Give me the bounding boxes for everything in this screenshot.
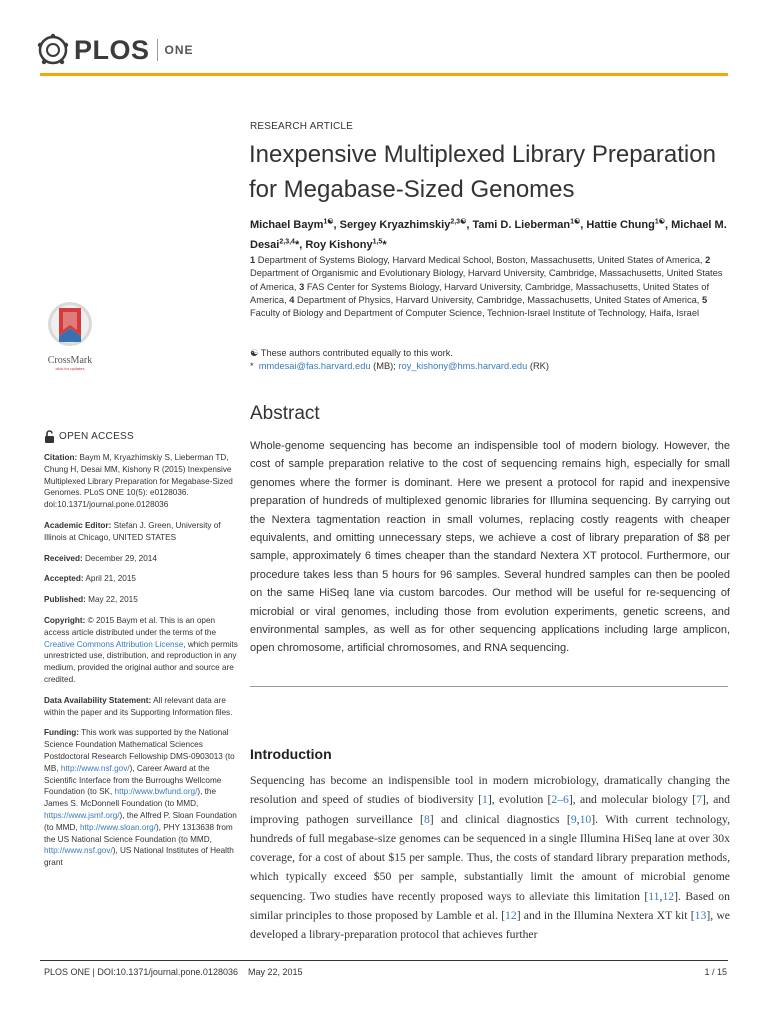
corresponding-emails: * mmdesai@fas.harvard.edu (MB); roy_kishony@hms.harvard.edu (RK)	[250, 361, 549, 371]
reference-link[interactable]: 9	[570, 812, 577, 826]
reference-link[interactable]: 7	[696, 793, 702, 807]
author-notes	[250, 347, 728, 373]
introduction-text: Sequencing has become an indispensible tool in modern microbiology, dramatically changing the resolution and speed of studies of biodiversity [1], evolution [2–6], and molecular biology [7], and improving pathogen surveillance [8] and clinical diagnostics [9,10]. With current technology, hundreds of full megabase-size genomes can be sequenced in a single Illumina HiSeq lane at over 30x coverage, for a cost of about $15 per sample. Thus, the costs of standard library preparation methods, which typically exceed $50 per sample, substantially limit the amount of microbial genome sequencing. Two studies have recently proposed ways to alleviate this limitation [11,12]. Based on similar principles to those proposed by Lamble et al. [12] and in the Illumina Nextera XT kit [13], we developed a library-preparation protocol that achieves further	[250, 774, 730, 942]
funding-link-nsf-2[interactable]: http://www.nsf.gov/	[44, 846, 113, 856]
funding-link-nsf[interactable]: http://www.nsf.gov/	[60, 763, 130, 773]
cc-license-link[interactable]: Creative Commons Attribution License	[44, 639, 184, 649]
introduction-heading: Introduction	[250, 746, 332, 762]
reference-link[interactable]: 11	[648, 889, 660, 903]
reference-link[interactable]: 10	[579, 812, 592, 826]
header-accent-bar	[40, 73, 728, 76]
crossmark-sublabel: click for updates	[55, 366, 85, 371]
abstract-text: Whole-genome sequencing has become an indispensible tool of modern biology. However, the cost of sample preparation relative to the cost of sequencing remains high, especially for small genomes where the former is dominant. Here we present a protocol for rapid and inexpensive preparation of hundreds of multiplexed genomic libraries for Illumina sequencing. By carrying out the Nextera tagmentation reaction in small volumes, replacing costly reagents with cheaper equivalents, and omitting unnecessary steps, we achieve a cost of library preparation of $8 per sample, approximately 6 times cheaper than the standard Nextera XT protocol. Furthermore, our procedure takes less than 5 hours for 96 samples. Several hundred samples can then be pooled on the same HiSeq lane via custom barcodes. Our method will be useful for re-sequencing of microbial or viral genomes, including those from evolution experiments, genetic screens, and environmental samples, as well as for other sequencing applications including large amplicon, open chromosome, artificial chromosomes, and RNA sequencing.	[250, 440, 730, 655]
crossmark-icon	[46, 300, 94, 348]
funding-link-jsmf[interactable]: https://www.jsmf.org/	[44, 810, 120, 820]
article-title	[249, 137, 729, 207]
citation: Citation: Baym M, Kryazhimskiy S, Lieberman TD, Chung H, Desai MM, Kishony R (2015) Inexpensive Multiplexed Library Preparation for Megabase-Sized Genomes. PLoS ONE 10(5): e0128036. doi:10.1371/journal.pone.0128036	[44, 453, 233, 510]
funding-link-bwfund[interactable]: http://www.bwfund.org/	[114, 787, 198, 797]
asterisk-icon: *	[250, 361, 254, 371]
reference-link[interactable]: 12	[662, 889, 675, 903]
published-date: Published: May 22, 2015	[44, 595, 138, 605]
affiliations: 1 Department of Systems Biology, Harvard Medical School, Boston, Massachusetts, United States of America, 2 Department of Organismic and Evolutionary Biology, Harvard University, Cambridge, Massachusetts, United States of America, 3 FAS Center for Systems Biology, Harvard University, Cambridge, Massachusetts, United States of America, 4 Department of Physics, Harvard University, Cambridge, Massachusetts, United States of America, 5 Faculty of Biology and Department of Computer Science, Technion-Israel Institute of Technology, Haifa, Israel	[250, 255, 723, 319]
copyright: Copyright: © 2015 Baym et al. This is an open access article distributed under the terms of the Creative Commons Attribution License, which permits unrestricted use, distribution, and reproduction in any medium, provided the original author and source are credited.	[44, 615, 238, 684]
open-access-label: OPEN ACCESS	[44, 430, 240, 443]
equal-contribution-note: ☯ These authors contributed equally to this work.	[250, 348, 454, 358]
crossmark-label: CrossMark	[47, 355, 93, 366]
article-type: RESEARCH ARTICLE	[250, 121, 354, 132]
author-3[interactable]: Tami D. Lieberman$^{1☯}$,	[472, 218, 587, 231]
brand-name: PLOS	[74, 34, 150, 65]
title-line-1: Inexpensive Multiplexed Library Preparation	[249, 141, 716, 168]
reference-link[interactable]: 2–6	[551, 793, 569, 807]
article-metadata-sidebar	[44, 430, 240, 878]
data-availability: Data Availability Statement: All relevant data are within the paper and its Supporting Information files.	[44, 695, 233, 717]
open-lock-icon	[44, 430, 55, 443]
author-1[interactable]: Michael Baym$^{1☯}$,	[250, 218, 340, 231]
author-5[interactable]: Michael M. Desai$^{2,3,4}$*,	[250, 218, 727, 252]
reference-link[interactable]: 13	[694, 909, 707, 923]
page-number: 1 / 15	[704, 967, 727, 977]
reference-link[interactable]: 1	[482, 793, 488, 807]
abstract-heading: Abstract	[250, 403, 320, 424]
logo-divider	[157, 39, 158, 61]
author-4[interactable]: Hattie Chung$^{1☯}$,	[586, 218, 672, 231]
journal-name: ONE	[164, 43, 194, 57]
abstract-divider	[250, 686, 728, 687]
reference-link[interactable]: 8	[423, 812, 430, 826]
footer-citation: PLOS ONE | DOI:10.1371/journal.pone.0128036 May 22, 2015	[44, 967, 303, 977]
plos-emblem-icon	[36, 33, 70, 67]
author-6[interactable]: Roy Kishony$^{1,5}$*	[305, 238, 387, 252]
title-line-2: for Megabase-Sized Genomes	[249, 176, 575, 203]
footer-divider	[40, 960, 728, 961]
funding-link-sloan[interactable]: http://www.sloan.org/	[79, 822, 156, 832]
academic-editor: Academic Editor: Stefan J. Green, University of Illinois at Chicago, UNITED STATES	[44, 520, 221, 542]
author-2[interactable]: Sergey Kryazhimskiy$^{2,3☯}$,	[339, 218, 473, 231]
funding: Funding: This work was supported by the National Science Foundation Mathematical Sciences Postdoctoral Research Fellowship DMS-0903013 (to MB, http://www.nsf.gov/), Career Award at the Scientific Interface from the Burroughs Wellcome Foundation (to SK, http://www.bwfund.org/), the James S. McDonnell Foundation (to MMD, https://www.jsmf.org/), the Alfred P. Sloan Foundation (to MMD, http://www.sloan.org/), PHY 1313638 from the US National Science Foundation (to MMD, http://www.nsf.gov/), US National Institutes of Health grant	[44, 728, 237, 868]
reference-link[interactable]: 12	[505, 909, 517, 923]
email-link-kishony[interactable]: roy_kishony@hms.harvard.edu	[398, 361, 528, 371]
plos-one-logo	[36, 30, 194, 70]
email-link-desai[interactable]: mmdesai@fas.harvard.edu	[258, 361, 371, 371]
crossmark-badge[interactable]	[38, 300, 102, 371]
equal-contribution-icon: ☯	[250, 348, 259, 358]
accepted-date: Accepted: April 21, 2015	[44, 574, 136, 584]
author-list	[250, 213, 728, 254]
received-date: Received: December 29, 2014	[44, 553, 157, 563]
